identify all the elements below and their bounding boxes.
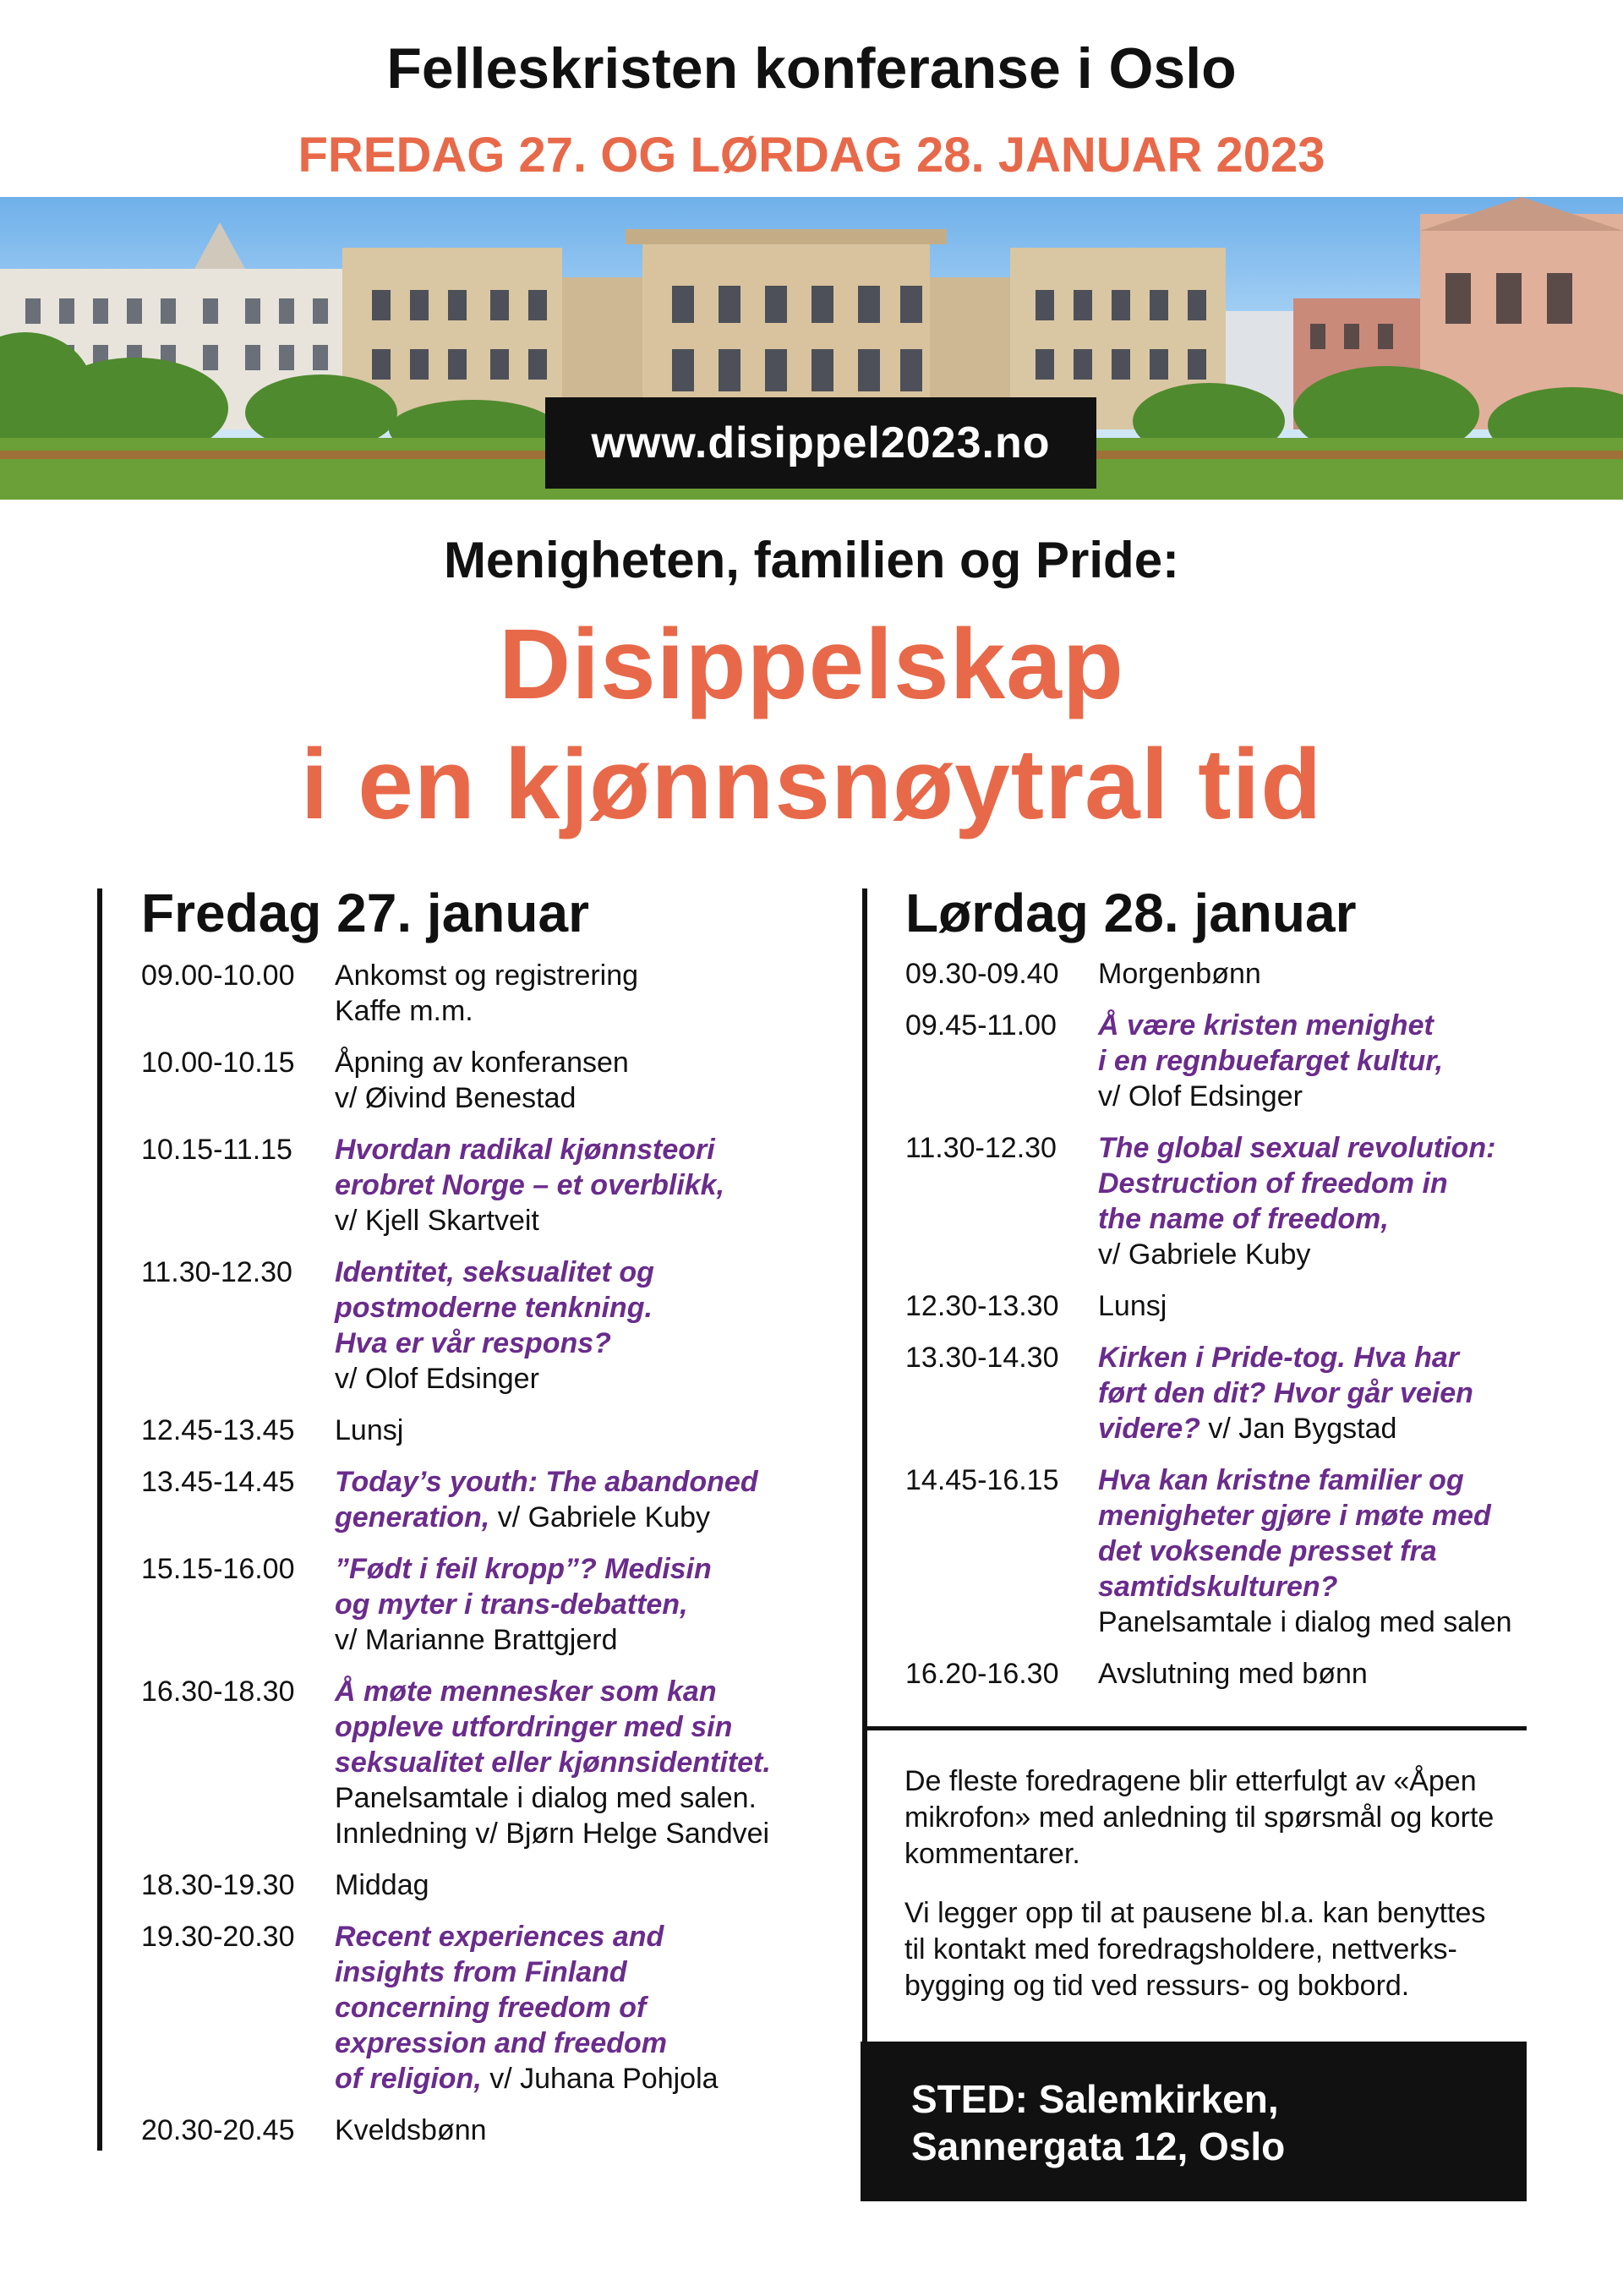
schedule-row [141, 1045, 843, 1116]
time-slot: 16.20-16.30 [905, 1658, 1059, 1690]
session-topic: og myter i trans-debatten, [335, 1588, 688, 1621]
session-topic: generation, [335, 1501, 490, 1533]
session-topic: erobret Norge – et overblikk, [335, 1169, 725, 1201]
time-slot: 12.30-13.30 [905, 1290, 1059, 1322]
theme-subtitle: Menigheten, familien og Pride: [443, 532, 1180, 588]
schedule-row [141, 1867, 843, 1903]
note-paragraph-1: De fleste foredragene blir etterfulgt av «Åpen mikrofon» med anledning til spørsmål og korte kommentarer. [904, 1765, 1495, 1870]
session-speaker: v/ Juhana Pohjola [489, 2063, 719, 2095]
right-column-rule [862, 888, 867, 2042]
session-speaker: v/ Gabriele Kuby [1098, 1238, 1311, 1271]
schedule-row [905, 1130, 1548, 1272]
session-topic: Destruction of freedom in [1098, 1167, 1448, 1200]
time-slot: 14.45-16.15 [905, 1464, 1059, 1496]
session-title: Morgenbønn [1098, 958, 1261, 990]
session-topic: det voksende presset fra [1098, 1535, 1437, 1567]
session-note: Kaffe m.m. [335, 995, 473, 1027]
conference-title: Felleskristen konferanse i Oslo [386, 36, 1237, 101]
session-format: Panelsamtale i dialog med salen. [335, 1782, 757, 1814]
schedule-row [905, 1008, 1548, 1114]
time-slot: 11.30-12.30 [905, 1132, 1057, 1164]
session-topic: videre? [1098, 1413, 1200, 1445]
schedule-row [905, 1656, 1548, 1692]
saturday-title: Lørdag 28. januar [905, 883, 1357, 943]
note-paragraph-2: Vi legger opp til at pausene bl.a. kan benyttes til kontakt med foredragsholdere, nettverks- bygging og tid ved ressurs- og bokbord. [904, 1897, 1486, 2002]
session-topic: expression and freedom [335, 2027, 668, 2059]
time-slot: 20.30-20.45 [141, 2114, 295, 2146]
session-speaker: v/ Kjell Skartveit [335, 1205, 539, 1237]
theme-title-line2: i en kjønnsnøytral tid [300, 729, 1323, 840]
time-slot: 09.30-09.40 [905, 958, 1059, 990]
time-slot: 16.30-18.30 [141, 1676, 295, 1708]
session-topic: i en regnbuefarget kultur, [1098, 1045, 1444, 1077]
friday-schedule [141, 958, 843, 2164]
schedule-row [905, 1462, 1548, 1640]
session-topic: Kirken i Pride-tog. Hva har [1098, 1342, 1459, 1374]
saturday-schedule [905, 956, 1548, 1708]
schedule-row [141, 1919, 843, 2096]
session-speaker: v/ Jan Bygstad [1208, 1413, 1397, 1445]
session-topic: Recent experiences and [335, 1921, 664, 1953]
time-slot: 13.45-14.45 [141, 1466, 295, 1498]
session-speaker: v/ Marianne Brattgjerd [335, 1624, 618, 1656]
time-slot: 12.45-13.45 [141, 1414, 295, 1446]
info-note [904, 1763, 1547, 2027]
schedule-row [141, 1551, 843, 1658]
session-topic: postmoderne tenkning. [335, 1292, 653, 1324]
schedule-row [141, 1255, 843, 1397]
session-speaker: v/ Olof Edsinger [1098, 1080, 1303, 1112]
conference-date: FREDAG 27. OG LØRDAG 28. JANUAR 2023 [298, 128, 1325, 183]
session-topic: ført den dit? Hvor går veien [1098, 1377, 1473, 1409]
session-format: Panelsamtale i dialog med salen [1098, 1606, 1512, 1638]
time-slot: 09.00-10.00 [141, 959, 295, 992]
session-topic: samtidskulturen? [1098, 1571, 1338, 1603]
schedule-row [905, 1288, 1548, 1324]
session-title: Kveldsbønn [335, 2114, 487, 2146]
session-topic: menigheter gjøre i møte med [1098, 1500, 1491, 1532]
session-topic: the name of freedom, [1098, 1203, 1389, 1235]
theme-title-line1: Disippelskap [499, 609, 1124, 720]
session-topic: Hva kan kristne familier og [1098, 1464, 1464, 1496]
banner-photo [0, 197, 1623, 500]
session-title: Ankomst og registrering [335, 959, 639, 992]
schedule-row [141, 1132, 843, 1238]
venue-address: Sannergata 12, Oslo [911, 2124, 1286, 2168]
venue-box [861, 2042, 1527, 2201]
right-divider [862, 1726, 1527, 1730]
session-topic: oppleve utfordringer med sin [335, 1711, 733, 1743]
session-speaker: v/ Øivind Benestad [335, 1082, 577, 1114]
time-slot: 13.30-14.30 [905, 1342, 1059, 1374]
session-topic: Identitet, seksualitet og [335, 1256, 654, 1288]
schedule-row [141, 1413, 843, 1448]
session-title: Åpning av konferansen [335, 1047, 629, 1079]
session-title: Avslutning med bønn [1098, 1658, 1368, 1690]
friday-title: Fredag 27. januar [141, 883, 589, 943]
session-topic: concerning freedom of [335, 1992, 647, 2024]
session-topic: Today’s youth: The abandoned [335, 1466, 758, 1498]
session-topic: Å møte mennesker som kan [335, 1676, 717, 1708]
session-topic: Å være kristen menighet [1098, 1009, 1434, 1041]
schedule-row [141, 958, 843, 1029]
session-topic: ”Født i feil kropp”? Medisin [335, 1553, 712, 1585]
venue-name: STED: Salemkirken, [911, 2077, 1279, 2121]
time-slot: 15.15-16.00 [141, 1553, 295, 1585]
session-topic: Hvordan radikal kjønnsteori [335, 1134, 715, 1166]
session-title: Middag [335, 1869, 429, 1901]
session-title: Lunsj [1098, 1290, 1167, 1322]
time-slot: 19.30-20.30 [141, 1921, 295, 1953]
session-title: Lunsj [335, 1414, 404, 1446]
schedule-row [141, 1674, 843, 1851]
time-slot: 10.15-11.15 [141, 1134, 292, 1166]
session-speaker: v/ Gabriele Kuby [497, 1501, 711, 1533]
session-topic: Hva er vår respons? [335, 1327, 611, 1359]
schedule-row [905, 956, 1548, 992]
time-slot: 18.30-19.30 [141, 1869, 295, 1901]
website-url[interactable]: www.disippel2023.no [545, 397, 1096, 489]
session-speaker: v/ Olof Edsinger [335, 1363, 539, 1395]
session-topic: seksualitet eller kjønnsidentitet. [335, 1747, 771, 1779]
time-slot: 10.00-10.15 [141, 1047, 295, 1079]
left-column-rule [97, 888, 102, 2151]
schedule-row [905, 1340, 1548, 1446]
session-topic: The global sexual revolution: [1098, 1132, 1496, 1164]
schedule-row [141, 2113, 843, 2148]
time-slot: 11.30-12.30 [141, 1256, 292, 1288]
session-topic: insights from Finland [335, 1956, 627, 1988]
time-slot: 09.45-11.00 [905, 1009, 1057, 1041]
session-topic: of religion, [335, 2063, 482, 2095]
schedule-row [141, 1464, 843, 1535]
session-speaker: Innledning v/ Bjørn Helge Sandvei [335, 1818, 770, 1850]
